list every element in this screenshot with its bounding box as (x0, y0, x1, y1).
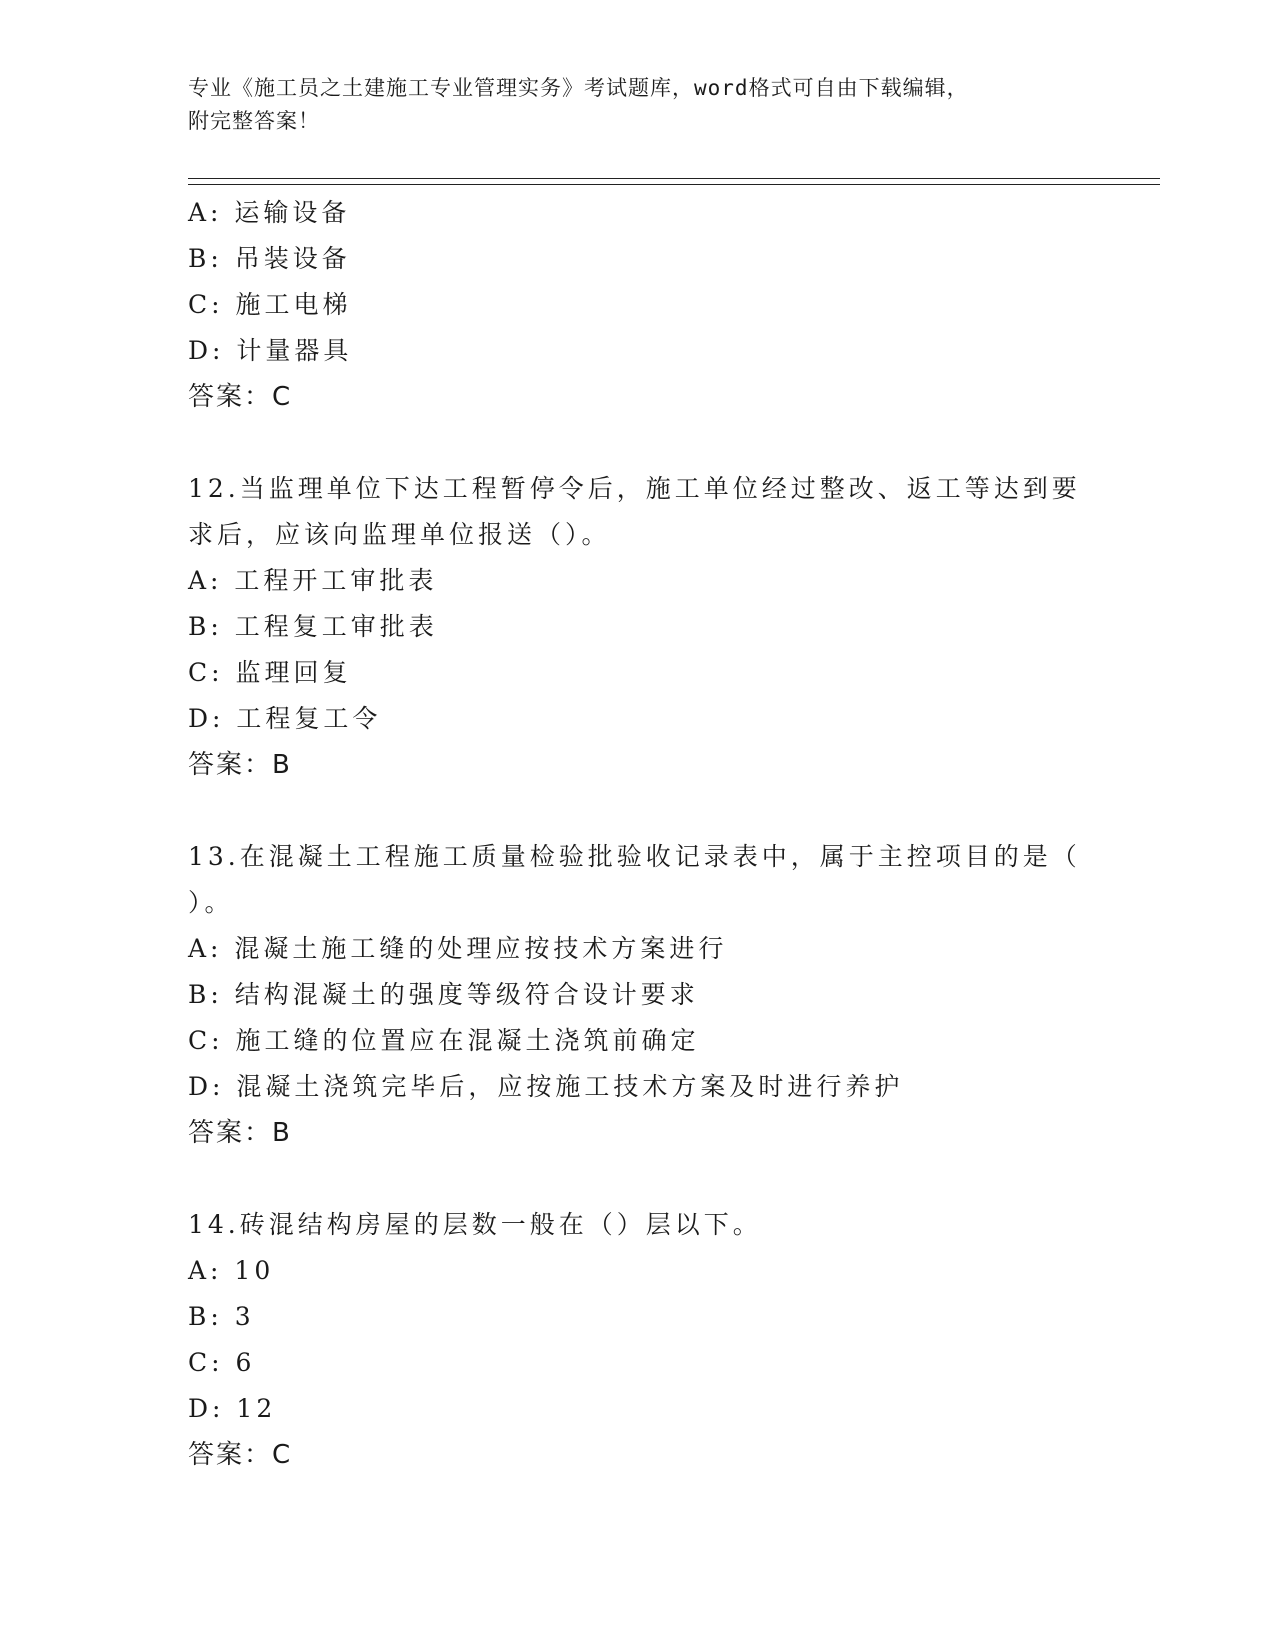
answer-line: 答案：B (188, 1118, 292, 1148)
option-b: B: 工程复工审批表 (188, 612, 438, 641)
option-b: B: 结构混凝土的强度等级符合设计要求 (188, 980, 699, 1009)
spacer (188, 1156, 1088, 1202)
spacer (188, 788, 1088, 834)
header-line-1: 专业《施工员之土建施工专业管理实务》考试题库，word格式可自由下载编辑， (188, 76, 969, 100)
question-14 (188, 1202, 1088, 1478)
option-a: A: 运输设备 (188, 198, 351, 227)
option-c: C: 施工缝的位置应在混凝土浇筑前确定 (188, 1026, 700, 1055)
option-b: B: 3 (188, 1302, 255, 1331)
header-line-2: 附完整答案！ (188, 109, 320, 133)
option-d: D: 工程复工令 (188, 704, 382, 733)
option-a: A: 工程开工审批表 (188, 566, 438, 595)
question-13 (188, 834, 1088, 1156)
option-a: A: 10 (188, 1256, 275, 1285)
answer-line: 答案：C (188, 382, 293, 412)
option-a: A: 混凝土施工缝的处理应按技术方案进行 (188, 934, 728, 963)
header-divider-bottom (188, 184, 1160, 185)
question-text-line-2: 求后，应该向监理单位报送（）。 (188, 520, 611, 549)
question-text-line-1: 12.当监理单位下达工程暂停令后，施工单位经过整改、返工等达到要 (188, 474, 1081, 503)
answer-line: 答案：B (188, 750, 292, 780)
spacer (188, 420, 1088, 466)
option-d: D: 计量器具 (188, 336, 353, 365)
option-d: D: 混凝土浇筑完毕后，应按施工技术方案及时进行养护 (188, 1072, 904, 1101)
question-11 (188, 190, 1088, 420)
option-d: D: 12 (188, 1394, 277, 1423)
document-header (188, 72, 1068, 138)
option-b: B: 吊装设备 (188, 244, 351, 273)
option-c: C: 施工电梯 (188, 290, 352, 319)
question-text-line-1: 13.在混凝土工程施工质量检验批验收记录表中，属于主控项目的是（ (188, 842, 1081, 871)
header-divider-top (188, 178, 1160, 179)
option-c: C: 监理回复 (188, 658, 352, 687)
question-text-line-1: 14.砖混结构房屋的层数一般在（）层以下。 (188, 1210, 762, 1239)
answer-line: 答案：C (188, 1440, 293, 1470)
question-12 (188, 466, 1088, 788)
question-list (188, 190, 1088, 1478)
option-c: C: 6 (188, 1348, 256, 1377)
question-text-line-2: ）。 (188, 888, 234, 917)
